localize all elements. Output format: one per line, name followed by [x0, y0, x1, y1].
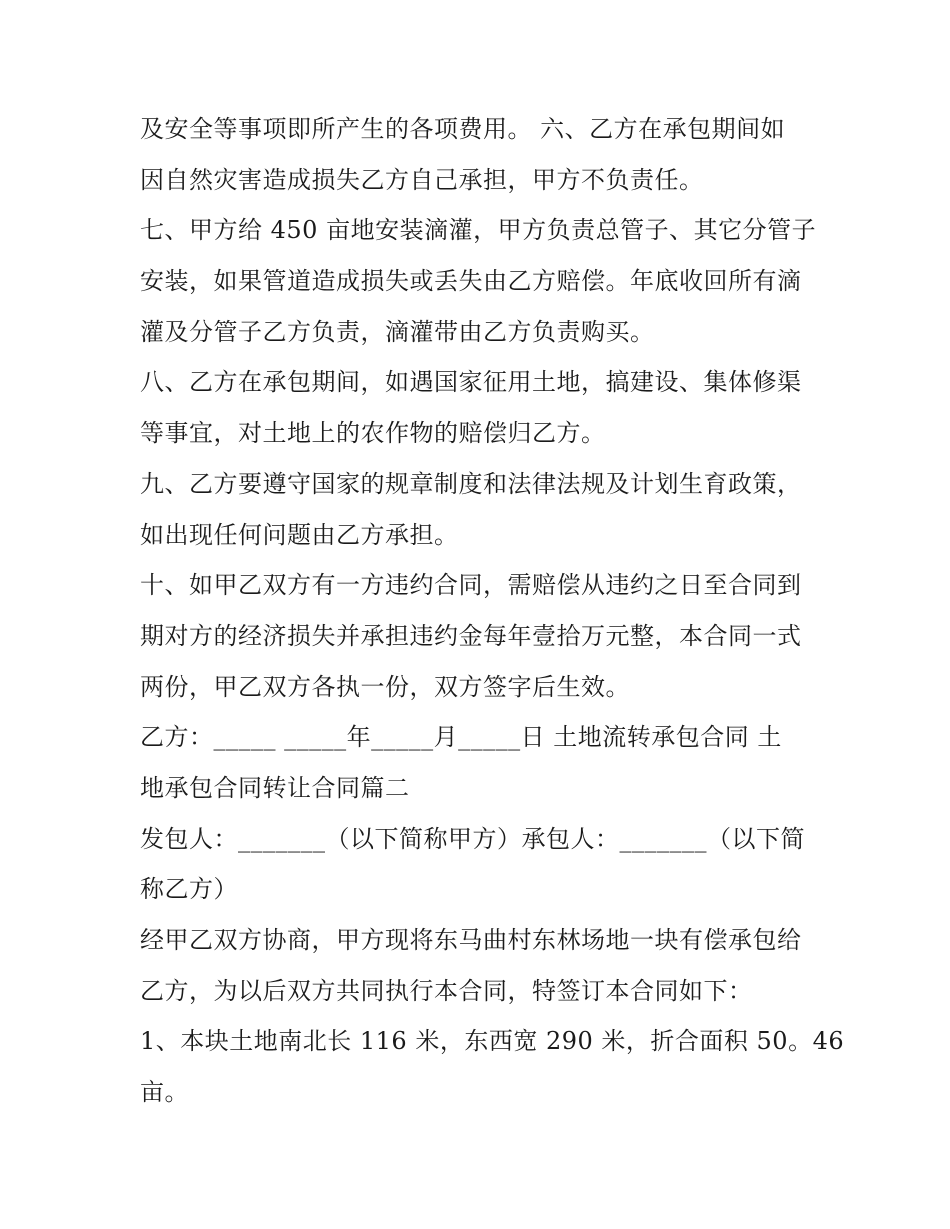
text-line: 如出现任何问题由乙方承担。 — [140, 520, 459, 549]
text-line: 七、甲方给 450 亩地安装滴灌，甲方负责总管子、其它分管子 — [140, 216, 817, 245]
text-line: 乙方：_____ _____年_____月_____日 土地流转承包合同 土 — [140, 723, 782, 752]
text-line: 九、乙方要遵守国家的规章制度和法律法规及计划生育政策， — [140, 469, 802, 498]
text-line: 亩。 — [140, 1078, 189, 1107]
text-line: 发包人：_______（以下简称甲方）承包人：_______（以下简 — [140, 824, 805, 853]
text-line: 及安全等事项即所产生的各项费用。 六、乙方在承包期间如 — [140, 115, 786, 143]
document-body — [140, 104, 845, 1118]
text-line: 经甲乙双方协商，甲方现将东马曲村东林场地一块有偿承包给 — [140, 926, 802, 954]
text-line: 灌及分管子乙方负责，滴灌带由乙方负责购买。 — [140, 317, 655, 346]
text-line: 期对方的经济损失并承担违约金每年壹拾万元整，本合同一式 — [140, 621, 802, 650]
text-line: 称乙方） — [140, 875, 238, 904]
text-line: 乙方，为以后双方共同执行本合同，特签订本合同如下： — [140, 976, 753, 1005]
text-line: 1、本块土地南北长 116 米，东西宽 290 米，折合面积 50。46 — [140, 1027, 845, 1056]
text-line: 等事宜，对土地上的农作物的赔偿归乙方。 — [140, 419, 606, 448]
text-line: 安装，如果管道造成损失或丢失由乙方赔偿。年底收回所有滴 — [140, 267, 802, 296]
text-line: 两份，甲乙双方各执一份，双方签字后生效。 — [140, 672, 630, 701]
text-line: 因自然灾害造成损失乙方自己承担，甲方不负责任。 — [140, 165, 704, 194]
text-line: 十、如甲乙双方有一方违约合同，需赔偿从违约之日至合同到 — [140, 571, 802, 600]
text-line: 地承包合同转让合同篇二 — [140, 773, 410, 802]
text-line: 八、乙方在承包期间，如遇国家征用土地，搞建设、集体修渠 — [140, 368, 802, 397]
